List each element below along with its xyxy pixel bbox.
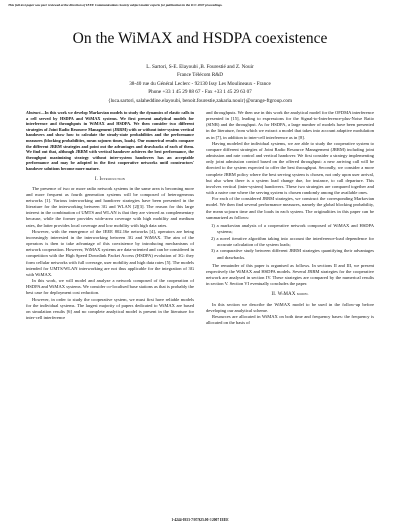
list-item: 2) a novel iterative algorithm taking into account the interference-load dependence for accurate calculation of the system loads; — [211, 235, 374, 247]
abstract-lead: Abstract— — [26, 110, 45, 115]
left-column — [26, 110, 194, 515]
paragraph: Resources are allocated in WiMAX on both time and frequency bases: the frequency is allocated on the basis of — [206, 313, 374, 325]
paragraph: In this section we describe the WiMAX model to be used in the follow-up before developing our analytical scheme. — [206, 301, 374, 313]
section-heading-wimax-model: II. WiMAX model — [271, 292, 309, 298]
paper-title: On the WiMAX and HSDPA coexistence — [72, 30, 328, 47]
section-heading-introduction: I. Introduction — [94, 176, 126, 182]
author-block — [0, 63, 400, 105]
right-column — [206, 110, 374, 515]
paragraph: The presence of two or more radio network systems in the same area is becoming more and more frequent as fourth generation systems will be composed of heterogeneous networks [1]. Various interworking and handover strategies have been presented in the literature for the interworking between 3G and WLAN [2][3]. The reason for this large interest in the combination of UMTS and WLAN is that they are viewed as complementary because, while the former provides wide-area coverage with high mobility and medium rates, the latter provides local coverage and low mobility with high data rates. — [26, 185, 194, 228]
abstract-text: In this work we develop Markovian models to study the dynamics of elastic calls in a cell served by HSDPA and WiMAX systems. We first present analytical models for interference and throughputs in WiMAX and HSDPA. We then consider two different strategies of Joint Radio Resource Management (JRRM) with or without inter-system vertical handovers and show how to calculate the steady-state probabilities and the performance measures (blocking probabilities, mean sojourn times, loads). Our numerical results compare the different JRRM strategies and point out the advantages and drawbacks of each of them. We find out that, although JRRM with vertical handover achieves the best performance, the throughput maximizing strategy without inter-system handovers has an acceptable performance and may be adopted in the first cooperative networks until constructors' handover solutions become more mature. — [26, 110, 194, 171]
author-address: 38-40 rue du Général Leclerc - 92130 Issy Les Moulineaux - France — [129, 80, 271, 87]
paragraph: and throughputs. We then use in this work the analytical model for the OFDMA interference presented in [15], leading to expressions for the Signal-to-Interference-plus-Noise Ratio (SINR) and the throughput. As for HSDPA, a large number of models have been presented in the literature, from which we extract a model that takes into account adaptive modulation as in [7], in addition to inter-cell interference as in [8]. — [206, 110, 374, 140]
paragraph: Having modeled the individual systems, we are able to study the cooperative system to compare different strategies of Joint Radio Resource Management (JRRM) including joint admission and rate control and vertical handover. We first consider a strategy implementing only joint admission control based on the offered throughput: a new arriving call will be directed to the system expected to offer the best throughput. Secondly, we consider a more complete JRRM policy where the best serving system is chosen, not only upon user arrival, but also when there is a system load change due, for instance, to call departure. This involves vertical (inter-system) handovers. These two strategies are compared together and with a naive one where the serving system is chosen randomly among the available ones. — [206, 140, 374, 196]
paragraph: The remainder of this paper is organised as follows. In sections II and III, we present respectively the WiMAX and HSDPA models. Several JRRM strategies for the cooperative network are analysed in section IV. These strategies are compared by the numerical results in section V. Section VI eventually concludes the paper. — [206, 262, 374, 287]
author-names: L. Sartori, S-E. Elayoubi ,B. Fourestié and Z. Nouir — [146, 64, 254, 70]
author-phone: Phone +33 1 45 29 88 67 - Fax +33 1 45 29 63 07 — [148, 89, 252, 96]
contributions-list — [206, 223, 374, 261]
author-emails: {luca.sartori, salaheddine.elayoubi, benoit.fourestie,zakaria.nouir}@orange-ftgroup.com — [107, 97, 293, 104]
paragraph: However, with the emergence of the IEEE 802.16e networks [4], operators are being increasingly interested in the interworking between 3G and WiMAX. The aim of the operators is then to take advantage of this coexistence by introducing mechanisms of network cooperation. However, WiMAX systems are data-oriented and can be considered in competition with the High Speed Downlink Packet Access (HSDPA) evolution of 3G: they form cellular networks with full coverage, user mobility and high data rates [5]. The models intended for UMTS/WLAN interworking are not thus applicable for the integration of 3G with WiMAX. — [26, 228, 194, 277]
author-affiliation: France Télécom R&D — [176, 72, 223, 79]
two-column-body — [26, 110, 374, 515]
copyright-footer: 1-4244-0353-7/07/$25.00 ©2007 IEEE — [171, 518, 229, 522]
list-item: 1) a markovian analysis of a cooperative network composed of WiMAX and HSDPA systems; — [211, 222, 374, 234]
paragraph: In this work, we will model and analyze a network composed of the cooperation of HSDPA and WiMAX systems. We consider co-localised base stations as that is probably the best case for deployment cost reduction. — [26, 278, 194, 296]
paragraph: However, in order to study the cooperative system, we must first have reliable models for the individual systems. The largest majority of papers dedicated to WiMAX are based on simulation results [6] and no complete analytical model is present in the literature for inter-cell interference — [26, 296, 194, 320]
abstract — [26, 110, 194, 172]
peer-review-note: This full text paper was peer reviewed at the direction of IEEE Communications Society subject matter experts for publication in the ICC 2007 proceedings. — [8, 3, 223, 7]
list-item: 3) a comparative study between different JRRM strategies quantifying their advantages and drawbacks. — [211, 248, 374, 260]
paragraph: For each of the considered JRRM strategies, we construct the corresponding Markovian model. We then find several performance measures, namely the global blocking probability, the mean sojourn time and the loads in each system. The originalities in this paper can be summarized as follows: — [206, 196, 374, 220]
